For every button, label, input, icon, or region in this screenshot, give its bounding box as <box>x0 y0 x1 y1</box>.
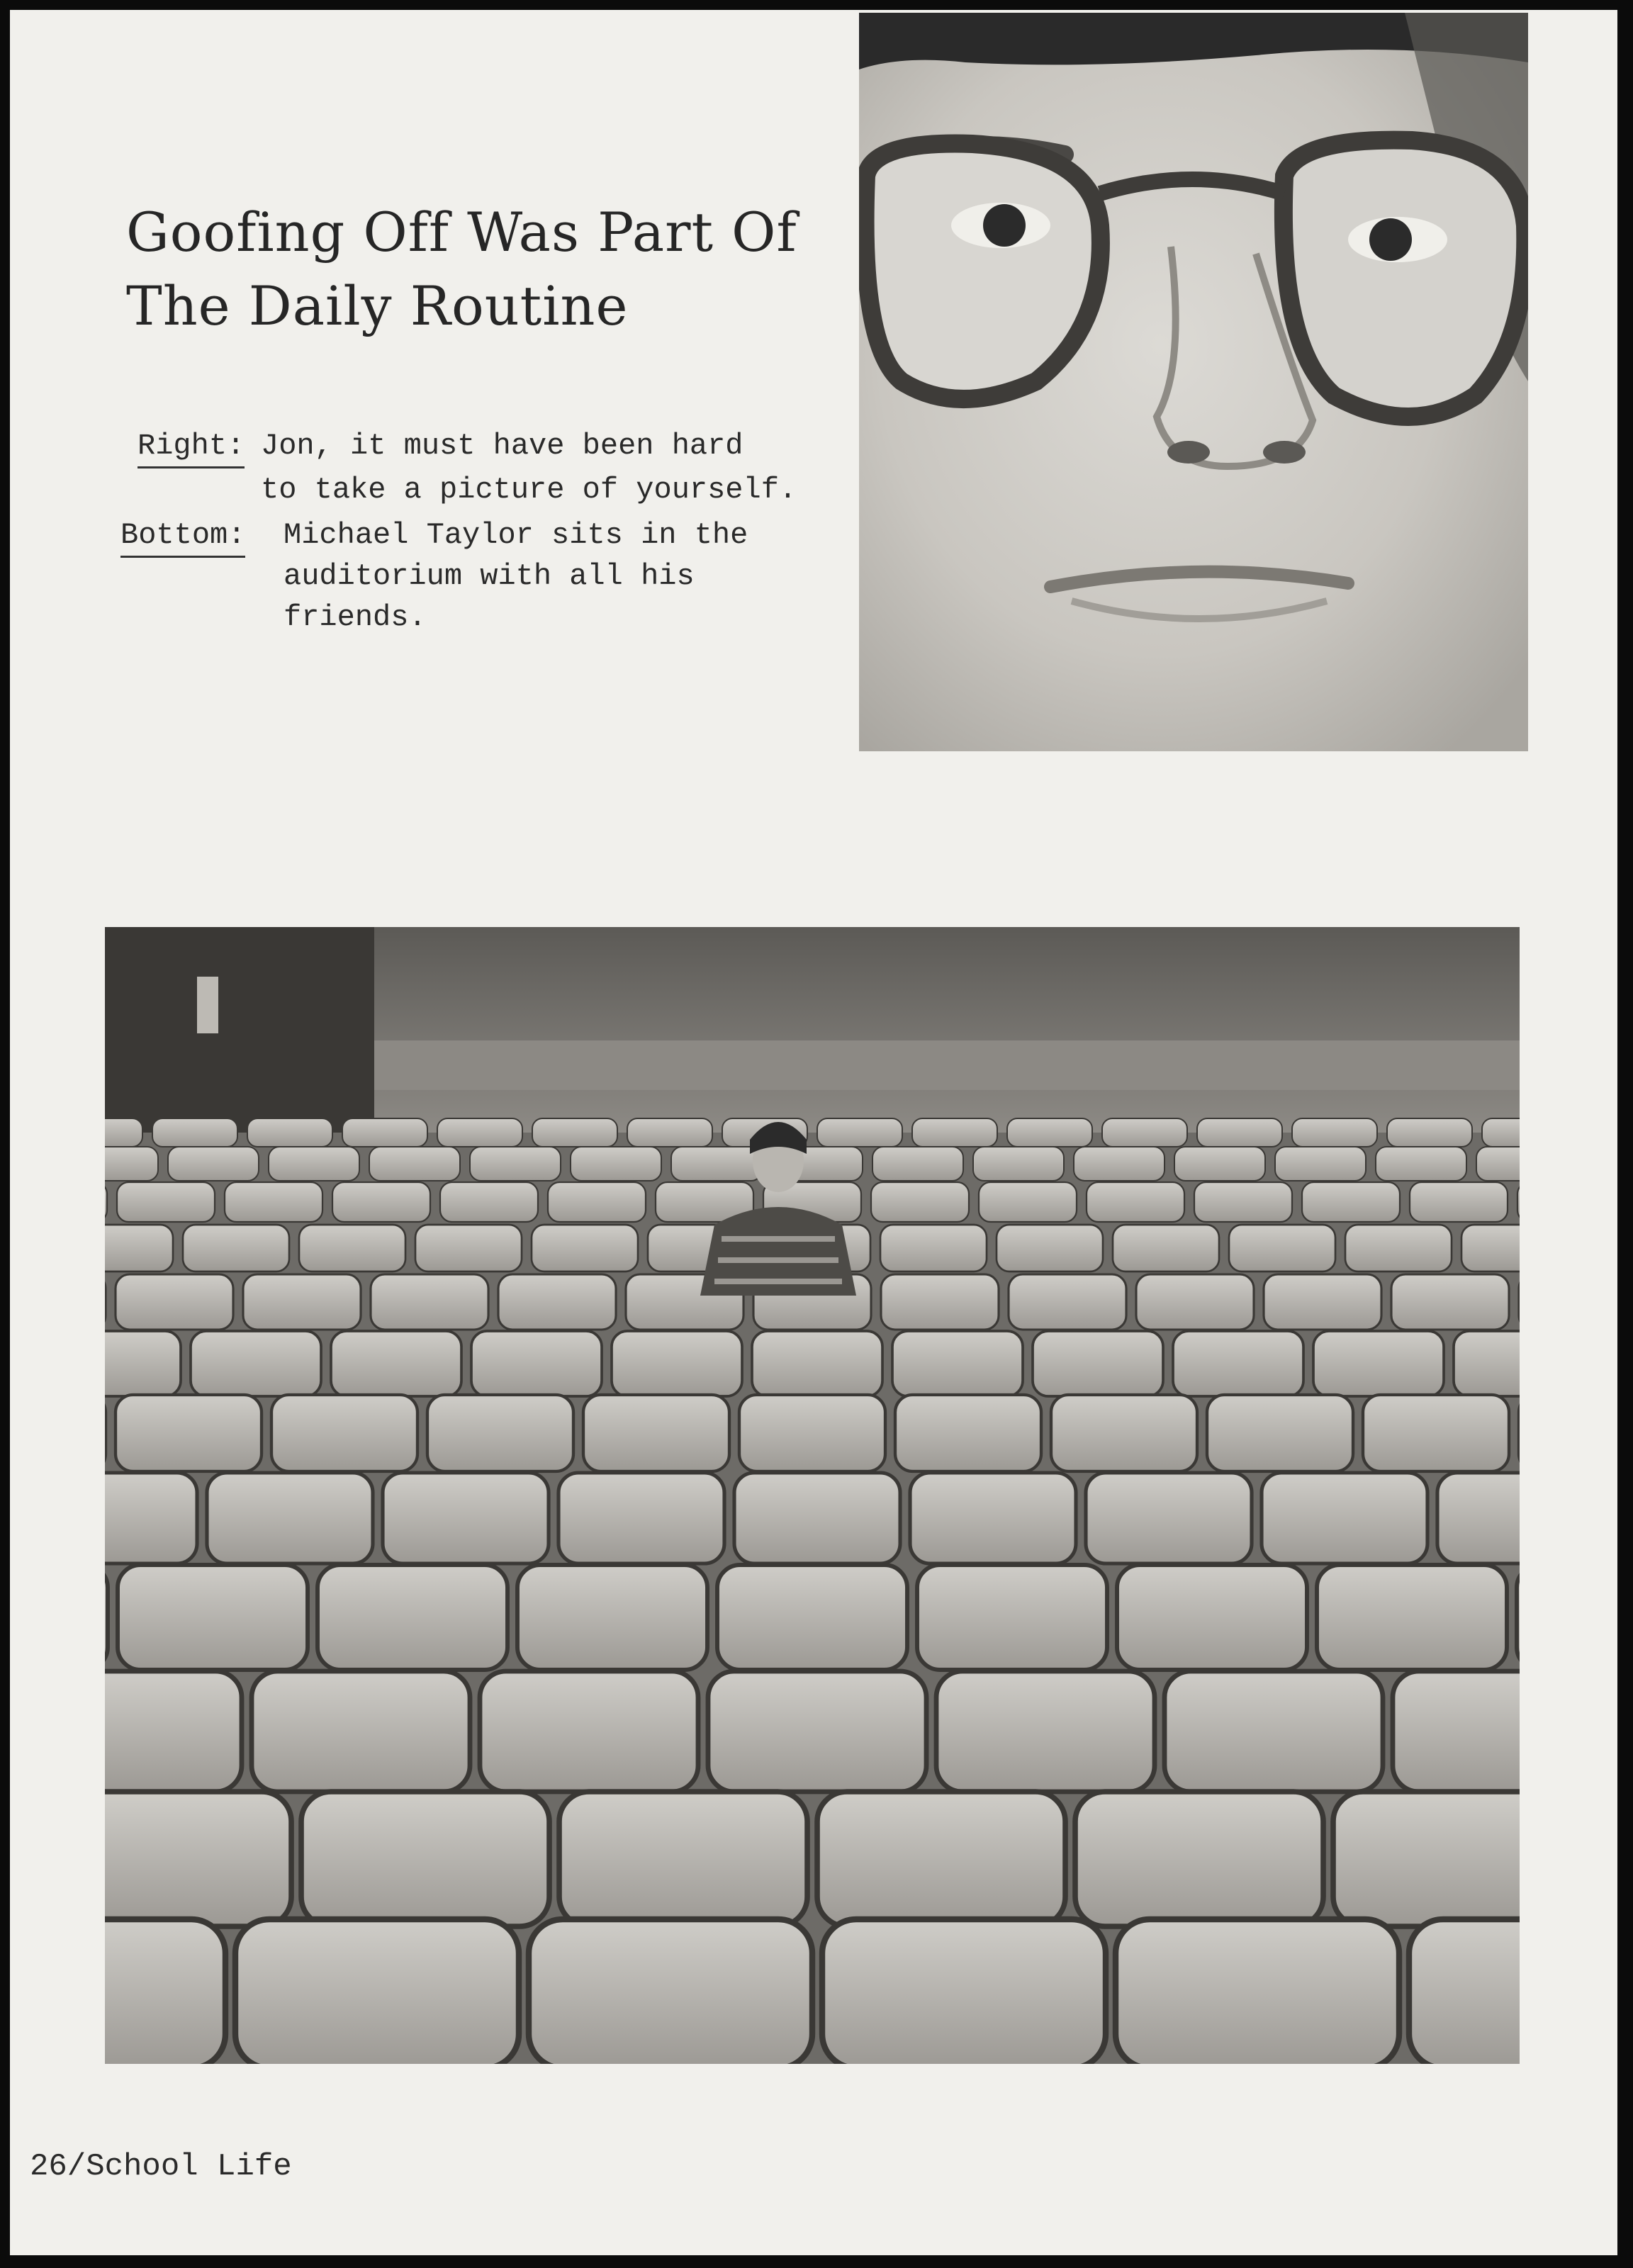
auditorium-seat <box>1074 1147 1165 1181</box>
auditorium-seat <box>152 1118 237 1147</box>
auditorium-seat <box>717 1565 907 1670</box>
caption-bottom <box>120 515 829 649</box>
auditorium-seat <box>383 1473 549 1564</box>
auditorium-seat <box>105 1118 142 1147</box>
headline-line-1: Goofing Off Was Part Of <box>126 201 797 264</box>
auditorium-seat <box>470 1147 561 1181</box>
auditorium-seat <box>1262 1473 1427 1564</box>
auditorium-seat <box>817 1118 902 1147</box>
auditorium-seat <box>471 1331 602 1396</box>
auditorium-seat <box>1207 1395 1353 1471</box>
auditorium-seat <box>979 1182 1077 1222</box>
auditorium-seat <box>1313 1331 1444 1396</box>
auditorium-seat <box>183 1225 289 1271</box>
auditorium-seat <box>369 1147 460 1181</box>
auditorium-seat <box>1086 1473 1252 1564</box>
auditorium-seat <box>1117 1565 1307 1670</box>
auditorium-seat <box>235 1919 519 2064</box>
auditorium-seat <box>318 1565 507 1670</box>
auditorium-seat <box>1376 1147 1466 1181</box>
auditorium-seat <box>1113 1225 1219 1271</box>
auditorium-seat <box>105 1671 242 1792</box>
auditorium-seat <box>252 1671 470 1792</box>
auditorium-seat <box>225 1182 322 1222</box>
auditorium-seat <box>627 1118 712 1147</box>
caption-bottom-line-2: auditorium with all his <box>284 559 695 593</box>
auditorium-seat <box>529 1919 812 2064</box>
auditorium-seat <box>1033 1331 1163 1396</box>
caption-bottom-label: Bottom: <box>120 515 245 558</box>
auditorium-seat <box>116 1274 233 1330</box>
caption-right <box>126 425 821 517</box>
auditorium-seat <box>912 1118 997 1147</box>
auditorium-seat <box>880 1225 987 1271</box>
auditorium-seat <box>440 1182 538 1222</box>
auditorium-seat <box>105 1792 291 1926</box>
auditorium-seat <box>871 1182 969 1222</box>
auditorium-seat <box>895 1395 1041 1471</box>
auditorium-seat <box>105 1565 108 1670</box>
auditorium-seat <box>917 1565 1107 1670</box>
caption-right-label: Right: <box>138 425 245 468</box>
auditorium-seat <box>1302 1182 1400 1222</box>
auditorium-seat <box>1174 1147 1265 1181</box>
auditorium-seat <box>117 1182 215 1222</box>
auditorium-seat <box>1363 1395 1509 1471</box>
auditorium-seat <box>559 1792 807 1926</box>
auditorium-seat <box>517 1565 707 1670</box>
auditorium-seat <box>973 1147 1064 1181</box>
auditorium-seat <box>437 1118 522 1147</box>
auditorium-seat <box>1317 1565 1507 1670</box>
auditorium-seat <box>1116 1919 1399 2064</box>
auditorium-seat <box>881 1274 999 1330</box>
auditorium-seat <box>301 1792 549 1926</box>
auditorium-seat <box>1476 1147 1520 1181</box>
caption-right-line-2: to take a picture of yourself. <box>261 473 797 507</box>
auditorium-seat <box>1482 1118 1520 1147</box>
caption-bottom-line-3: friends. <box>284 600 427 634</box>
auditorium-seat <box>118 1565 308 1670</box>
auditorium-seat <box>1009 1274 1126 1330</box>
auditorium-seat <box>243 1274 361 1330</box>
auditorium-seat <box>1519 1395 1520 1471</box>
auditorium-seat <box>708 1671 926 1792</box>
auditorium-seat <box>342 1118 427 1147</box>
auditorium-seat <box>1136 1274 1254 1330</box>
caption-right-line-1: Jon, it must have been hard <box>261 429 743 463</box>
auditorium-seat <box>415 1225 522 1271</box>
auditorium-seat <box>739 1395 885 1471</box>
auditorium-seat <box>116 1395 262 1471</box>
auditorium-seat <box>910 1473 1076 1564</box>
auditorium-seat <box>1391 1274 1509 1330</box>
caption-bottom-line-1: Michael Taylor sits in the <box>284 518 748 552</box>
auditorium-seat <box>1165 1671 1383 1792</box>
auditorium-seat <box>752 1331 882 1396</box>
auditorium-seat <box>1087 1182 1184 1222</box>
auditorium-seat <box>427 1395 573 1471</box>
auditorium-seat <box>1393 1671 1520 1792</box>
auditorium-seat <box>872 1147 963 1181</box>
auditorium-seat <box>1102 1118 1187 1147</box>
auditorium-seat <box>168 1147 259 1181</box>
page-headline <box>126 196 807 343</box>
auditorium-seat <box>532 1118 617 1147</box>
auditorium-seat <box>105 1919 225 2064</box>
auditorium-seat <box>571 1147 661 1181</box>
auditorium-seat <box>191 1331 321 1396</box>
auditorium-seat <box>1007 1118 1092 1147</box>
auditorium-seat <box>1437 1473 1520 1564</box>
auditorium-seat <box>612 1331 742 1396</box>
auditorium-seat <box>734 1473 900 1564</box>
auditorium-seat <box>1197 1118 1282 1147</box>
auditorium-seat <box>269 1147 359 1181</box>
auditorium-seat <box>1194 1182 1292 1222</box>
headline-line-2: The Daily Routine <box>126 274 629 337</box>
auditorium-seat <box>247 1118 332 1147</box>
auditorium-seat <box>105 1274 106 1330</box>
auditorium-seat <box>1173 1331 1303 1396</box>
auditorium-seat <box>822 1919 1106 2064</box>
auditorium-seat <box>892 1331 1023 1396</box>
face-closeup-photo <box>859 13 1528 751</box>
auditorium-seat <box>1345 1225 1452 1271</box>
auditorium-seat <box>105 1473 197 1564</box>
auditorium-seat <box>105 1147 158 1181</box>
auditorium-seat <box>480 1671 698 1792</box>
auditorium-seat <box>105 1225 173 1271</box>
auditorium-seat <box>498 1274 616 1330</box>
auditorium-seat <box>105 1331 181 1396</box>
auditorium-photo <box>105 927 1520 2064</box>
auditorium-seat <box>1461 1225 1520 1271</box>
auditorium-seat <box>1264 1274 1381 1330</box>
auditorium-seat <box>1333 1792 1520 1926</box>
yearbook-page <box>10 10 1617 2255</box>
auditorium-seat <box>1454 1331 1520 1396</box>
auditorium-seat <box>1051 1395 1197 1471</box>
auditorium-seat <box>548 1182 646 1222</box>
auditorium-seat <box>559 1473 724 1564</box>
auditorium-seat <box>299 1225 405 1271</box>
auditorium-seat <box>532 1225 638 1271</box>
auditorium-seat <box>207 1473 373 1564</box>
auditorium-seat <box>1410 1182 1508 1222</box>
auditorium-seat <box>332 1182 430 1222</box>
auditorium-seat <box>1292 1118 1377 1147</box>
auditorium-seat <box>817 1792 1065 1926</box>
auditorium-seat <box>671 1147 762 1181</box>
auditorium-seat <box>1275 1147 1366 1181</box>
page-footer: 26/School Life <box>30 2149 292 2184</box>
auditorium-seat <box>583 1395 729 1471</box>
auditorium-seat <box>1409 1919 1520 2064</box>
auditorium-seat <box>997 1225 1103 1271</box>
auditorium-seat <box>1075 1792 1323 1926</box>
auditorium-seat <box>331 1331 461 1396</box>
auditorium-seat <box>1387 1118 1472 1147</box>
auditorium-seat <box>936 1671 1155 1792</box>
auditorium-seat <box>271 1395 417 1471</box>
auditorium-seat <box>1519 1274 1520 1330</box>
auditorium-seat <box>105 1395 106 1471</box>
auditorium-seat <box>371 1274 488 1330</box>
auditorium-seat <box>1517 1565 1520 1670</box>
auditorium-seat <box>1229 1225 1335 1271</box>
